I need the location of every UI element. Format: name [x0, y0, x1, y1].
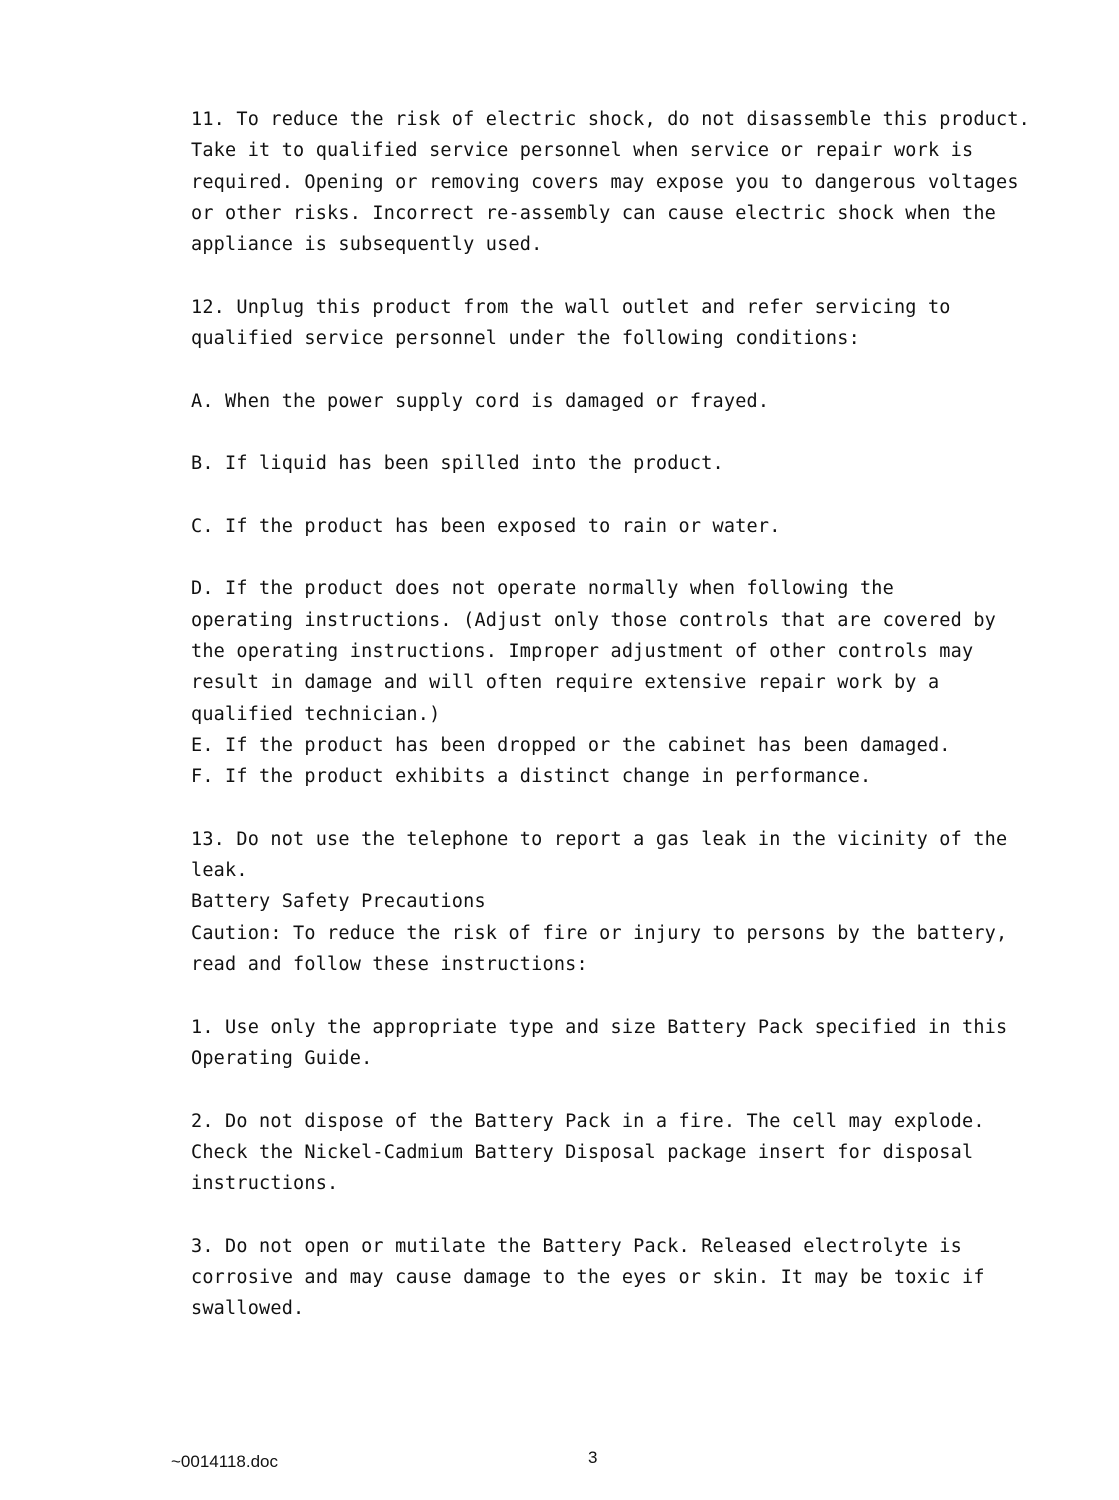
text-line: 11. To reduce the risk of electric shock, do not disassemble this product.: [191, 109, 1031, 130]
text-line: corrosive and may cause damage to the eyes or skin. It may be toxic if: [191, 1266, 985, 1288]
text-line: 13. Do not use the telephone to report a gas leak in the vicinity of the: [191, 828, 1008, 850]
battery-item-1: [191, 1012, 1041, 1075]
text-line: qualified service personnel under the following conditions:: [191, 328, 860, 350]
text-line: Take it to qualified service personnel when service or repair work is: [191, 140, 974, 162]
text-line: operating instructions. (Adjust only those controls that are covered by: [191, 609, 996, 631]
battery-item-2: [191, 1106, 1041, 1200]
condition-item-c: [191, 511, 1041, 542]
text-line: result in damage and will often require extensive repair work by a: [191, 672, 940, 694]
text-line: required. Opening or removing covers may expose you to dangerous voltages: [191, 171, 1019, 193]
text-line: B. If liquid has been spilled into the product.: [191, 453, 724, 475]
footer-filename: ~0014118.doc: [171, 1452, 278, 1471]
text-line: qualified technician.): [191, 703, 441, 725]
text-line: appliance is subsequently used.: [191, 234, 543, 256]
text-line: Check the Nickel-Cadmium Battery Disposal package insert for disposal: [191, 1141, 974, 1163]
condition-items-d-e-f: [191, 573, 1041, 792]
text-line: F. If the product exhibits a distinct change in performance.: [191, 766, 872, 788]
text-line: 2. Do not dispose of the Battery Pack in a fire. The cell may explode.: [191, 1110, 985, 1132]
text-line: leak.: [191, 860, 248, 882]
text-line: E. If the product has been dropped or the cabinet has been damaged.: [191, 734, 951, 756]
paragraph-item-12: [191, 292, 1041, 355]
text-line: 3. Do not open or mutilate the Battery Pack. Released electrolyte is: [191, 1235, 962, 1257]
text-line: C. If the product has been exposed to rain or water.: [191, 515, 781, 537]
text-line: D. If the product does not operate normally when following the: [191, 578, 894, 600]
text-line: Caution: To reduce the risk of fire or injury to persons by the battery,: [191, 922, 1008, 944]
document-body: [191, 104, 1041, 1325]
text-line: A. When the power supply cord is damaged or frayed.: [191, 390, 770, 412]
condition-item-b: [191, 448, 1041, 479]
text-line: the operating instructions. Improper adjustment of other controls may: [191, 641, 974, 663]
text-line: Operating Guide.: [191, 1047, 373, 1069]
text-line: 1. Use only the appropriate type and size Battery Pack specified in this: [191, 1016, 1008, 1038]
text-line: or other risks. Incorrect re-assembly can cause electric shock when the: [191, 202, 996, 224]
condition-item-a: [191, 386, 1041, 417]
section-heading-battery-safety: Battery Safety Precautions: [191, 891, 486, 913]
paragraph-item-13: [191, 824, 1041, 980]
page-number: 3: [588, 1448, 598, 1467]
text-line: read and follow these instructions:: [191, 954, 588, 976]
battery-item-3: [191, 1231, 1041, 1325]
paragraph-item-11: [191, 104, 1041, 260]
text-line: 12. Unplug this product from the wall outlet and refer servicing to: [191, 296, 951, 318]
text-line: swallowed.: [191, 1298, 305, 1320]
text-line: instructions.: [191, 1173, 339, 1195]
